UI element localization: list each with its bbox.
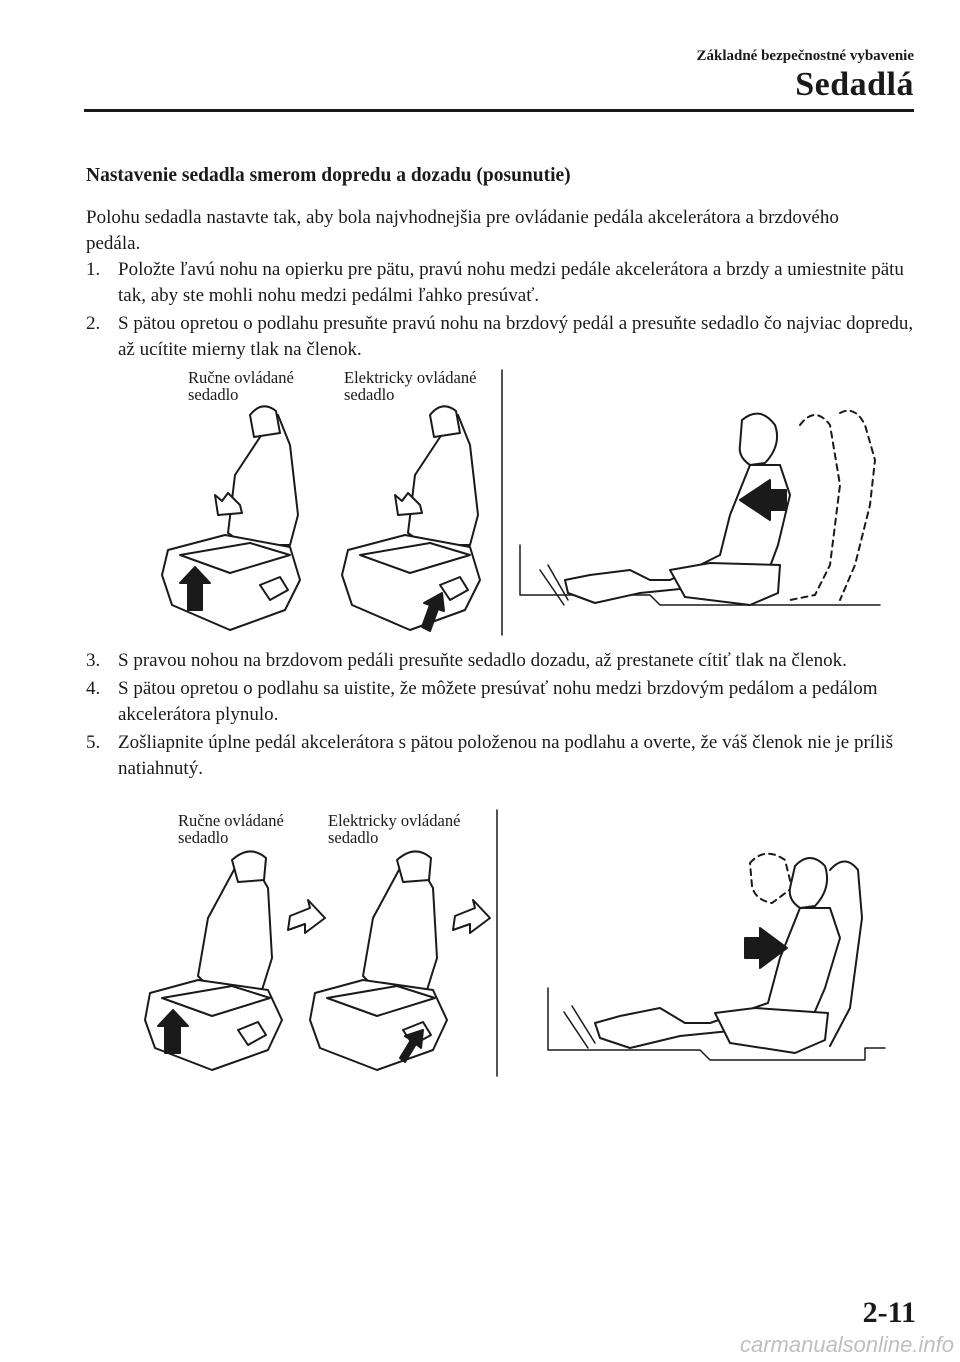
intro-paragraph: Polohu sedadla nastavte tak, aby bola najvhodnejšia pre ovládanie pedála akcelerátora a brzdového pedála. bbox=[86, 207, 839, 254]
page-title: Sedadlá bbox=[795, 66, 914, 103]
steps-list-first bbox=[86, 257, 916, 365]
figure2-electric-label: Elektricky ovládané sedadlo bbox=[328, 811, 461, 847]
driver-posture-backward-icon bbox=[548, 854, 885, 1060]
page-number: 2-11 bbox=[862, 1296, 916, 1329]
driver-posture-forward-icon bbox=[520, 411, 880, 605]
figure1-electric-label: Elektricky ovládané sedadlo bbox=[344, 368, 477, 404]
watermark: carmanualsonline.info bbox=[739, 1332, 954, 1357]
step-item: 1. Položte ľavú nohu na opierku pre pätu, pravú nohu medzi pedále akcelerátora a brzdy a umiestnite pätu tak, aby ste mohli nohu medzi pedálmi ľahko presúvať. bbox=[86, 259, 904, 306]
figure1-illustration bbox=[150, 365, 890, 640]
step-item: 2. S pätou opretou o podlahu presuňte pravú nohu na brzdový pedál a presuňte sedadlo čo najviac dopredu, až ucítite mierny tlak na členok. bbox=[86, 313, 914, 360]
steps-list-second bbox=[86, 648, 916, 784]
manual-seat-icon bbox=[162, 406, 300, 630]
manual-seat-icon bbox=[145, 851, 325, 1070]
section-heading: Nastavenie sedadla smerom dopredu a dozadu (posunutie) bbox=[86, 165, 571, 186]
figure2-illustration bbox=[140, 808, 890, 1078]
electric-seat-icon bbox=[310, 851, 490, 1070]
header-rule bbox=[84, 109, 914, 112]
figure2-manual-label: Ručne ovládané sedadlo bbox=[178, 811, 284, 847]
header-section: Základné bezpečnostné vybavenie bbox=[696, 48, 914, 64]
electric-seat-icon bbox=[342, 406, 480, 631]
step-item: 3. S pravou nohou na brzdovom pedáli presuňte sedadlo dozadu, až prestanete cítiť tlak na členok. bbox=[86, 650, 847, 671]
figure1-manual-label: Ručne ovládané sedadlo bbox=[188, 368, 294, 404]
step-item: 4. S pätou opretou o podlahu sa uistite, že môžete presúvať nohu medzi brzdovým pedálom a pedálom akcelerátora plynulo. bbox=[86, 678, 878, 725]
step-item: 5. Zošliapnite úplne pedál akcelerátora s pätou položenou na podlahu a overte, že váš členok nie je príliš natiahnutý. bbox=[86, 732, 894, 779]
